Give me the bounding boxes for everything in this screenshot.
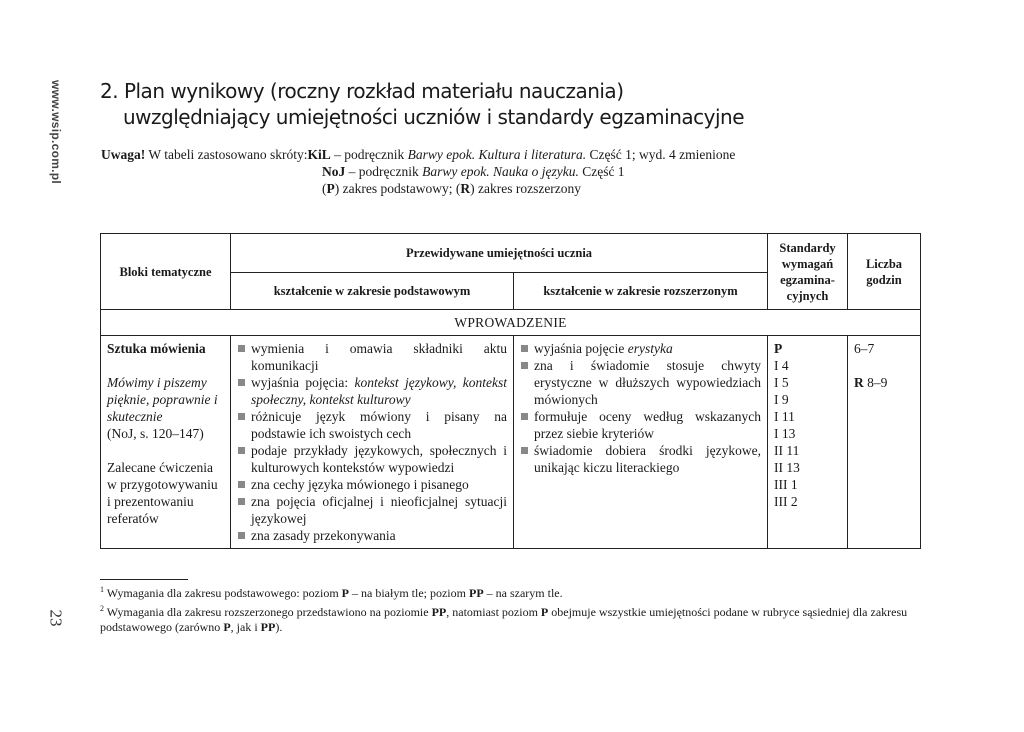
page-heading [100,78,744,130]
list-item: różnicuje język mówiony i pisany na podstawie ich swoistych cech [237,408,507,442]
list-item: podaje przykłady językowych, społecznych i kulturowych kontekstów wypowiedzi [237,442,507,476]
noj-rest: Część 1 [578,164,625,179]
standard-code: I 13 [774,426,796,441]
kil-rest: Część 1; wyd. 4 zmienione [586,147,736,162]
scope-r: R [460,181,471,196]
kil-text: – podręcznik [330,147,408,162]
extended-skills-cell [514,336,768,549]
standard-code: I 11 [774,409,795,424]
standard-code: I 4 [774,358,789,373]
noj-abbreviation: NoJ [322,164,346,179]
standard-code: III 2 [774,494,798,509]
standard-code: III 1 [774,477,798,492]
hours-extended [854,374,914,391]
unit-title: Sztuka mówienia [107,341,206,356]
list-item: wyjaśnia pojęcie erystyka [520,340,761,357]
standards-cell [768,336,848,549]
noj-title: Barwy epok. Nauka o języku. [422,164,579,179]
list-item: świadomie dobiera środki językowe, unikając kiczu literackiego [520,442,761,476]
scope-p-text: zakres podstawowy; [339,181,456,196]
note-row-scope: (P) zakres podstawowy; (R) zakres rozszerzony [322,181,582,196]
basic-skills-list [237,340,507,544]
unit-reference: (NoJ, s. 120–147) [107,426,204,441]
unit-recommended-exercises: Zalecane ćwiczenia w przygotowywaniu i prezentowaniu referatów [107,460,218,526]
footnote-divider [100,579,188,580]
standards-list [774,340,841,510]
header-hours: Liczba godzin [848,234,921,310]
topic-cell [101,336,231,549]
scope-p: P [326,181,335,196]
hours-extended-label: R [854,375,864,390]
hours-basic: 6–7 [854,341,875,356]
list-item: zna pojęcia oficjalnej i nieoficjalnej sytuacji językowej [237,493,507,527]
footnote-1: $^1$ Wymagania dla zakresu podstawowego: poziom P – na białym tle; poziom PP – na szarym tle. [100,585,563,600]
heading-line-2: uwzględniający umiejętności uczniów i standardy egzaminacyjne [123,105,745,129]
kil-title: Barwy epok. Kultura i literatura. [407,147,587,162]
unit-subtitle-text: Mówimy i piszemy pięknie, poprawnie i skutecznie [107,375,218,424]
footnote-2: $^2$ Wymagania dla zakresu rozszerzonego przedstawiono na poziomie PP, natomiast poziom P obejmuje wszystkie umiejętności podane w rubryce sąsiedniej dla zakresu podstawowego (zarówno P, jak i PP). [100,604,908,634]
standard-code: I 5 [774,375,789,390]
hours-list [854,340,914,391]
publisher-url: www.wsip.com.pl [49,80,63,185]
list-item: zna zasady przekonywania [237,527,507,544]
standard-level: P [774,341,783,356]
header-extended-scope: kształcenie w zakresie rozszerzonym [514,273,768,310]
note-row-kil [101,146,735,163]
basic-skills-cell [231,336,514,549]
noj-text: – podręcznik [345,164,423,179]
standard-code: II 11 [774,443,800,458]
footnotes [100,582,930,635]
list-item: wymienia i omawia składniki aktu komunikacji [237,340,507,374]
table-row [101,336,921,549]
header-blocks: Bloki tematyczne [101,234,231,310]
extended-skills-list [520,340,761,476]
abbreviations-note [101,146,735,197]
header-standards: Standardy wymagań egzamina-cyjnych [768,234,848,310]
standard-code: II 13 [774,460,800,475]
kil-abbreviation: KiL [307,147,331,162]
list-item: zna i świadomie stosuje chwyty erystyczne w dłuższych wypowiedziach mówionych [520,357,761,408]
list-item: formułuje oceny według wskazanych przez siebie kryteriów [520,408,761,442]
note-label: Uwaga! [101,147,146,162]
list-item: zna cechy języka mówionego i pisanego [237,476,507,493]
note-intro: W tabeli zastosowano skróty: [145,147,308,162]
unit-subtitle [107,374,224,425]
list-item: wyjaśnia pojęcia: kontekst językowy, kontekst społeczny, kontekst kulturowy [237,374,507,408]
heading-line-1: 2. Plan wynikowy (roczny rozkład materiału nauczania) [100,79,624,103]
hours-cell [848,336,921,549]
section-title: WPROWADZENIE [101,310,921,336]
note-row-noj [101,163,735,180]
hours-extended-value: 8–9 [863,375,888,390]
header-skills: Przewidywane umiejętności ucznia [231,234,768,273]
page-number: 23 [46,609,66,627]
plan-table [100,233,921,549]
scope-r-text: zakres rozszerzony [474,181,582,196]
header-basic-scope: kształcenie w zakresie podstawowym [231,273,514,310]
standard-code: I 9 [774,392,789,407]
